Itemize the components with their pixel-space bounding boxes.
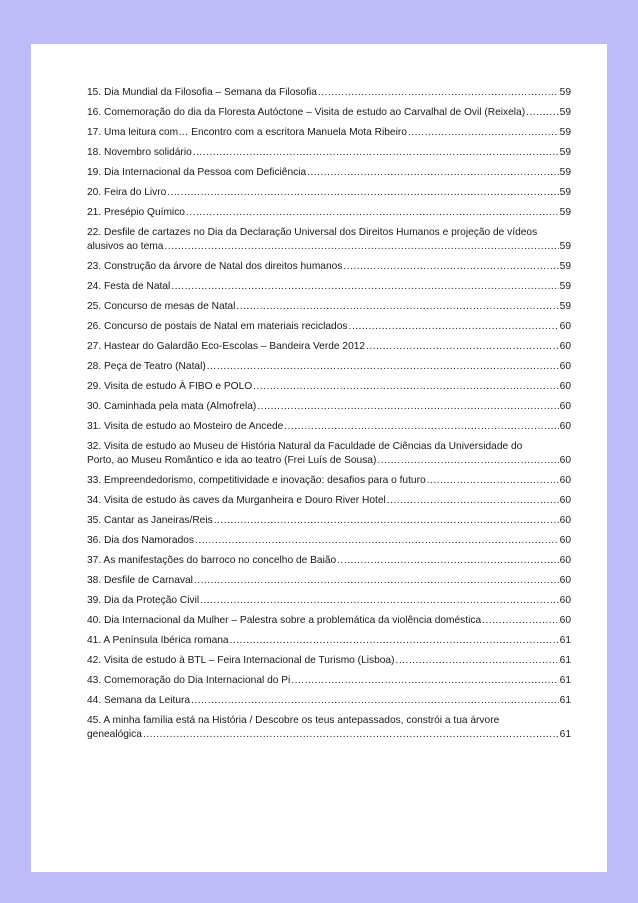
toc-entry[interactable] <box>87 206 571 220</box>
toc-entry-page-number: 61 <box>559 695 571 706</box>
toc-entry[interactable] <box>87 260 571 274</box>
dot-leader <box>318 86 559 100</box>
toc-entry-page-number: 59 <box>559 127 571 138</box>
dot-leader <box>291 674 558 688</box>
dot-leader <box>427 474 559 488</box>
toc-entry-page-number: 59 <box>559 207 571 218</box>
toc-entry-page-number: 59 <box>559 261 571 272</box>
toc-entry-title: 40. Dia Internacional da Mulher – Palestra sobre a problemática da violência doméstica <box>87 615 482 626</box>
toc-entry-title: 34. Visita de estudo às caves da Murganheira e Douro River Hotel <box>87 495 386 506</box>
dot-leader <box>195 534 559 548</box>
toc-entry-page-number: 59 <box>559 147 571 158</box>
toc-entry-title: 16. Comemoração do dia da Floresta Autóctone – Visita de estudo ao Carvalhal de Ovil (Reixela) <box>87 107 526 118</box>
toc-entry[interactable] <box>87 474 571 488</box>
toc-entry-title: 33. Empreendedorismo, competitividade e inovação: desafios para o futuro <box>87 475 426 486</box>
toc-entry-title: 35. Cantar as Janeiras/Reis <box>87 515 213 526</box>
toc-entry-page-number: 59 <box>559 301 571 312</box>
toc-entry[interactable] <box>87 380 571 394</box>
toc-entry-page-number: 59 <box>559 167 571 178</box>
toc-entry-title: 15. Dia Mundial da Filosofia – Semana da Filosofia <box>87 87 317 98</box>
toc-entry[interactable] <box>87 494 571 508</box>
toc-entry[interactable] <box>87 574 571 588</box>
toc-entry-title: 28. Peça de Teatro (Natal) <box>87 361 206 372</box>
toc-entry[interactable] <box>87 280 571 294</box>
toc-entry[interactable] <box>87 166 571 180</box>
toc-entry[interactable] <box>87 86 571 100</box>
toc-entry-page-number: 60 <box>559 575 571 586</box>
toc-entry-title: Porto, ao Museu Romântico e ida ao teatro (Frei Luís de Sousa) <box>87 455 377 466</box>
dot-leader <box>366 340 559 354</box>
toc-entry-page-number: 60 <box>559 401 571 412</box>
toc-entry-page-number: 61 <box>559 635 571 646</box>
toc-entry-title: 38. Desfile de Carnaval <box>87 575 193 586</box>
dot-leader <box>526 106 559 120</box>
toc-entry[interactable] <box>87 226 571 254</box>
toc-entry-page-number: 60 <box>559 515 571 526</box>
toc-entry-title: 17. Uma leitura com… Encontro com a escritora Manuela Mota Ribeiro <box>87 127 407 138</box>
dot-leader <box>186 206 559 220</box>
toc-entry-title: 42. Visita de estudo à BTL – Feira Internacional de Turismo (Lisboa) <box>87 655 395 666</box>
toc-entry-page-number: 59 <box>559 187 571 198</box>
dot-leader <box>143 728 559 742</box>
toc-entry-title: 18. Novembro solidário <box>87 147 192 158</box>
toc-entry[interactable] <box>87 554 571 568</box>
toc-entry[interactable] <box>87 146 571 160</box>
toc-entry-page-number: 61 <box>559 655 571 666</box>
dot-leader <box>284 420 558 434</box>
toc-entry-title: 20. Feira do Livro <box>87 187 167 198</box>
toc-entry[interactable] <box>87 714 571 742</box>
toc-entry[interactable] <box>87 126 571 140</box>
dot-leader <box>343 260 558 274</box>
toc-entry-title-line1: 22. Desfile de cartazes no Dia da Declaração Universal dos Direitos Humanos e projeção de vídeos <box>87 227 538 238</box>
toc-entry[interactable] <box>87 694 571 708</box>
toc-entry[interactable] <box>87 106 571 120</box>
dot-leader <box>167 186 558 200</box>
dot-leader <box>164 240 558 254</box>
toc-entry-page-number: 60 <box>559 421 571 432</box>
toc-entry-title: 19. Dia Internacional da Pessoa com Deficiência <box>87 167 307 178</box>
toc-entry-page-number: 60 <box>559 321 571 332</box>
toc-entry[interactable] <box>87 534 571 548</box>
toc-entry[interactable] <box>87 440 571 468</box>
toc-entry-title: 41. A Península Ibérica romana <box>87 635 229 646</box>
dot-leader <box>387 494 559 508</box>
toc-entry-page-number: 60 <box>559 555 571 566</box>
toc-entry-page-number: 60 <box>559 535 571 546</box>
toc-entry-title: 26. Concurso de postais de Natal em materiais reciclados <box>87 321 348 332</box>
toc-entry[interactable] <box>87 654 571 668</box>
dot-leader <box>193 146 559 160</box>
toc-entry[interactable] <box>87 320 571 334</box>
dot-leader <box>214 514 559 528</box>
dot-leader <box>377 454 558 468</box>
toc-entry-title: 36. Dia dos Namorados <box>87 535 195 546</box>
toc-entry-page-number: 60 <box>559 595 571 606</box>
toc-entry-title: 29. Visita de estudo À FIBO e POLO <box>87 381 253 392</box>
toc-entry-title: alusivos ao tema <box>87 241 164 252</box>
dot-leader <box>482 614 559 628</box>
toc-entry-title: 23. Construção da árvore de Natal dos direitos humanos <box>87 261 343 272</box>
toc-entry-page-number: 60 <box>559 455 571 466</box>
toc-entry-page-number: 59 <box>559 107 571 118</box>
dot-leader <box>200 594 559 608</box>
dot-leader <box>337 554 558 568</box>
dot-leader <box>236 300 558 314</box>
toc-entry-page-number: 60 <box>559 381 571 392</box>
dot-leader <box>257 400 558 414</box>
dot-leader <box>348 320 558 334</box>
toc-entry-page-number: 61 <box>559 729 571 740</box>
toc-entry[interactable] <box>87 614 571 628</box>
toc-entry-page-number: 60 <box>559 475 571 486</box>
dot-leader <box>171 280 558 294</box>
toc-entry[interactable] <box>87 420 571 434</box>
toc-entry-page-number: 61 <box>559 675 571 686</box>
dot-leader <box>191 694 559 708</box>
toc-entry-page-number: 59 <box>559 241 571 252</box>
toc-entry[interactable] <box>87 514 571 528</box>
toc-entry-title: 37. As manifestações do barroco no concelho de Baião <box>87 555 337 566</box>
dot-leader <box>207 360 559 374</box>
toc-entry-page-number: 59 <box>559 281 571 292</box>
toc-entry-title: 31. Visita de estudo ao Mosteiro de Ancede <box>87 421 284 432</box>
toc-entry-title: genealógica <box>87 729 142 740</box>
toc-entry-title: 24. Festa de Natal <box>87 281 171 292</box>
toc-entry-title: 30. Caminhada pela mata (Almofrela) <box>87 401 257 412</box>
dot-leader <box>253 380 558 394</box>
document-page <box>31 44 607 872</box>
dot-leader <box>194 574 559 588</box>
toc-entry-page-number: 60 <box>559 495 571 506</box>
toc-entry-title: 43. Comemoração do Dia Internacional do Pi <box>87 675 291 686</box>
toc-entry-page-number: 60 <box>559 341 571 352</box>
dot-leader <box>307 166 559 180</box>
toc-entry-title-line1: 45. A minha família está na História / Descobre os teus antepassados, constrói a tua árvore <box>87 715 500 726</box>
toc-entry-title: 21. Presépio Químico <box>87 207 185 218</box>
toc-entry[interactable] <box>87 674 571 688</box>
toc-entry-title: 44. Semana da Leitura <box>87 695 191 706</box>
toc-entry[interactable] <box>87 300 571 314</box>
toc-entry[interactable] <box>87 400 571 414</box>
dot-leader <box>396 654 559 668</box>
toc-entry-title: 39. Dia da Proteção Civil <box>87 595 200 606</box>
dot-leader <box>230 634 559 648</box>
toc-entry[interactable] <box>87 360 571 374</box>
dot-leader <box>408 126 559 140</box>
toc-entry-page-number: 60 <box>559 361 571 372</box>
toc-entry-title-line1: 32. Visita de estudo ao Museu de História Natural da Faculdade de Ciências da Universidade do <box>87 441 523 452</box>
toc-entry-title: 27. Hastear do Galardão Eco-Escolas – Bandeira Verde 2012 <box>87 341 366 352</box>
table-of-contents <box>87 86 571 748</box>
toc-entry[interactable] <box>87 634 571 648</box>
toc-entry[interactable] <box>87 186 571 200</box>
toc-entry[interactable] <box>87 594 571 608</box>
toc-entry-page-number: 59 <box>559 87 571 98</box>
toc-entry[interactable] <box>87 340 571 354</box>
toc-entry-title: 25. Concurso de mesas de Natal <box>87 301 236 312</box>
toc-entry-page-number: 60 <box>559 615 571 626</box>
